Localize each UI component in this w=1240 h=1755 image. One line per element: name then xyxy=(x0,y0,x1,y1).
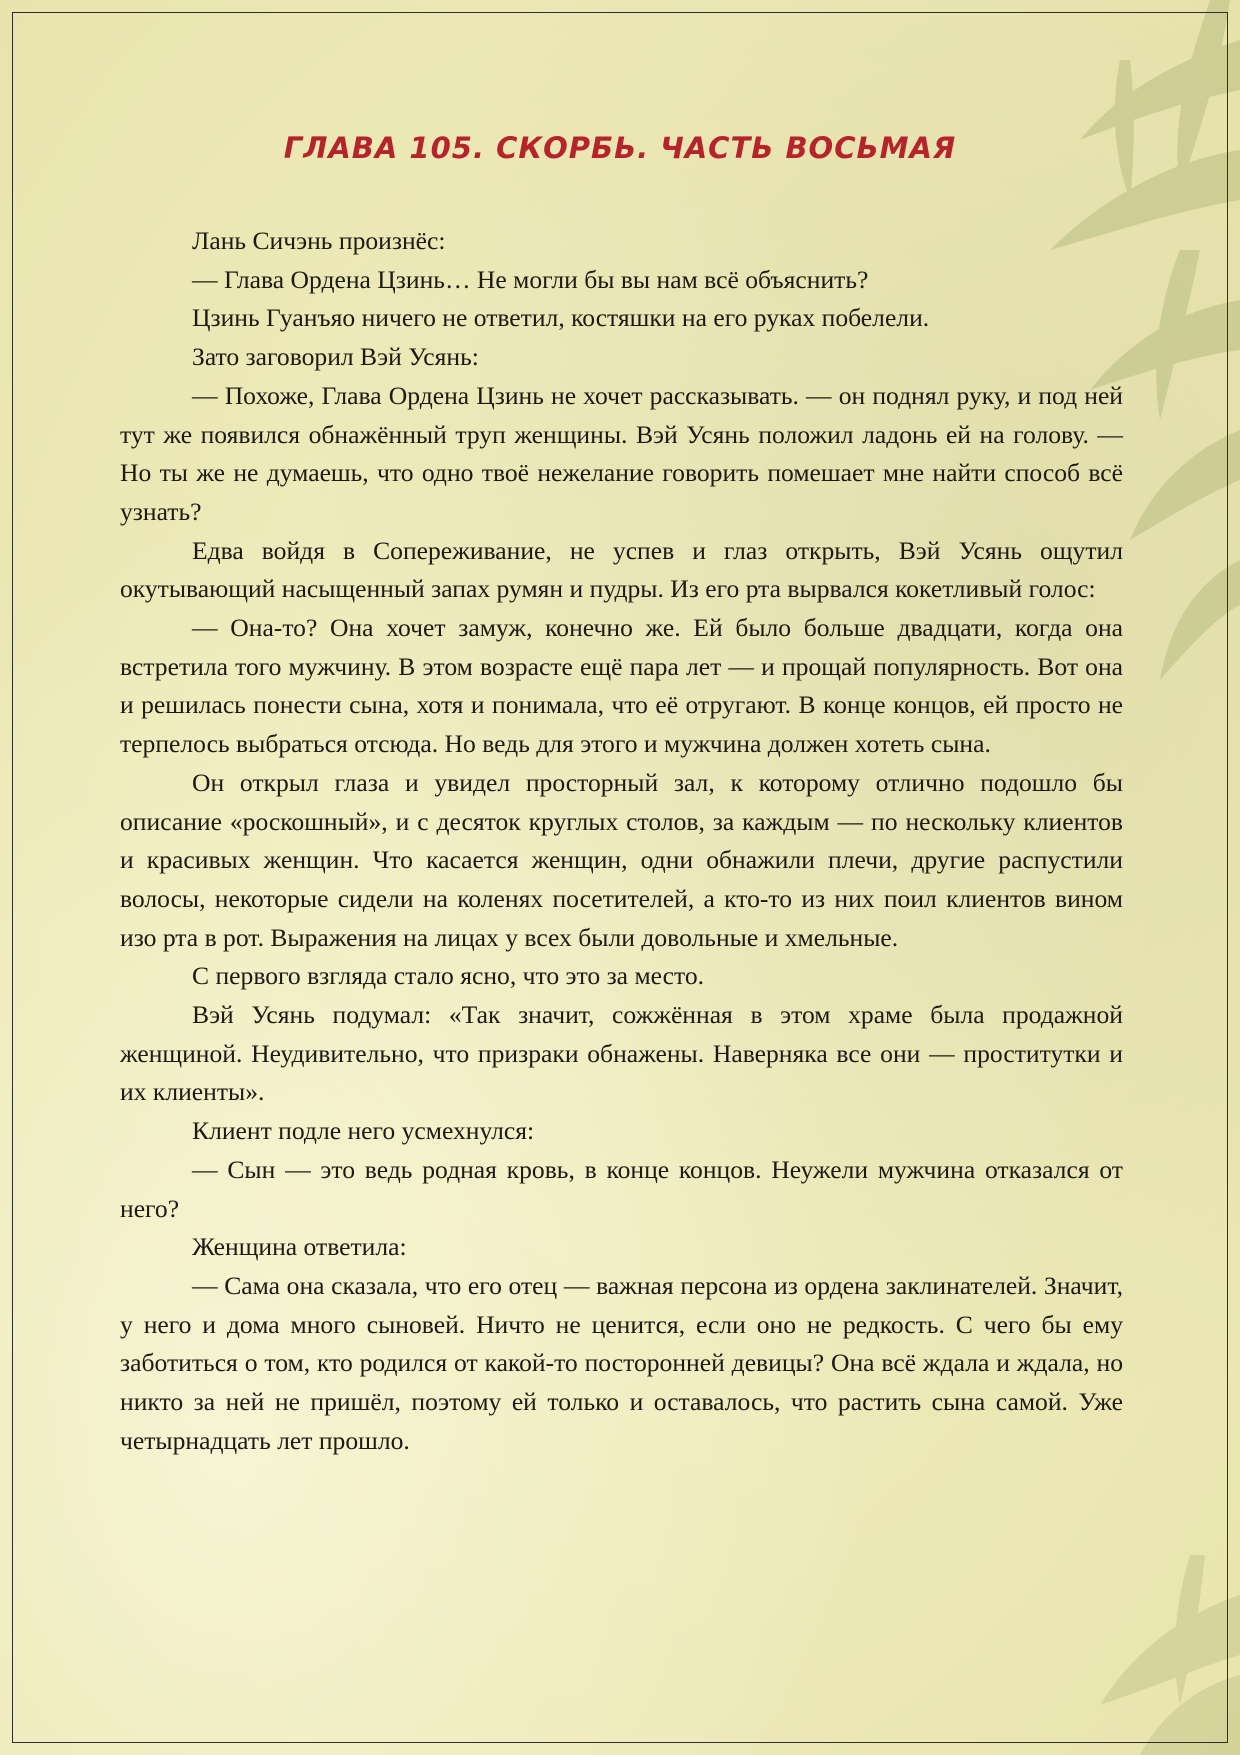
paragraph: Он открыл глаза и увидел просторный зал, к которому отлично подошло бы описание «роскошный», и с десяток круглых столов, за каждым — по нескольку клиентов и красивых женщин. Что касается женщин, одни обнажили плечи, другие распустили волосы, некоторые сидели на коленях посетителей, а кто-то из них поил клиентов вином изо рта в рот. Выражения на лицах у всех были довольные и хмельные. xyxy=(120,767,1123,952)
paragraph: Едва войдя в Сопереживание, не успев и глаз открыть, Вэй Усянь ощутил окутывающий насыщенный запах румян и пудры. Из его рта вырвался кокетливый голос: xyxy=(120,535,1123,604)
paragraph: — Сын — это ведь родная кровь, в конце концов. Неужели мужчина отказался от него? xyxy=(120,1154,1123,1223)
paragraph: — Глава Ордена Цзинь… Не могли бы вы нам всё объяснить? xyxy=(192,264,869,294)
paragraph: — Похоже, Глава Ордена Цзинь не хочет рассказывать. — он поднял руку, и под ней тут же появился обнажённый труп женщины. Вэй Усянь положил ладонь ей на голову. — Но ты же не думаешь, что одно твоё нежелание говорить помешает мне найти способ всё узнать? xyxy=(120,380,1123,526)
paragraph: Лань Сичэнь произнёс: xyxy=(192,226,446,255)
paragraph: — Сама она сказала, что его отец — важная персона из ордена заклинателей. Значит, у него и дома много сыновей. Ничто не ценится, если оно не редкость. С чего бы ему заботиться о том, кто родился от какой-то посторонней девицы? Она всё ждала и ждала, но никто за ней не пришёл, поэтому ей только и оставалось, что растить сына самой. Уже четырнадцать лет прошло. xyxy=(120,1270,1123,1455)
paragraph: Зато заговорил Вэй Усянь: xyxy=(192,342,479,372)
paragraph: Цзинь Гуанъяо ничего не ответил, костяшки на его руках побелели. xyxy=(192,303,930,333)
chapter-body xyxy=(120,222,1123,1461)
paragraph: — Она-то? Она хочет замуж, конечно же. Ей было больше двадцати, когда она встретила того мужчину. В этом возрасте ещё пара лет — и прощай популярность. Вот она и решилась понести сына, хотя и понимала, что её отругают. В конце концов, ей просто не терпелось выбраться отсюда. Но ведь для этого и мужчина должен хотеть сына. xyxy=(120,613,1123,759)
paragraph: С первого взгляда стало ясно, что это за место. xyxy=(192,961,705,991)
paragraph: Вэй Усянь подумал: «Так значит, сожжённая в этом храме была продажной женщиной. Неудивительно, что призраки обнажены. Наверняка все они — проститутки и их клиенты». xyxy=(120,1000,1123,1107)
chapter-title: ГЛАВА 105. СКОРБЬ. ЧАСТЬ ВОСЬМАЯ xyxy=(283,131,957,165)
paragraph: Клиент подле него усмехнулся: xyxy=(192,1116,535,1146)
paragraph: Женщина ответила: xyxy=(192,1232,407,1262)
